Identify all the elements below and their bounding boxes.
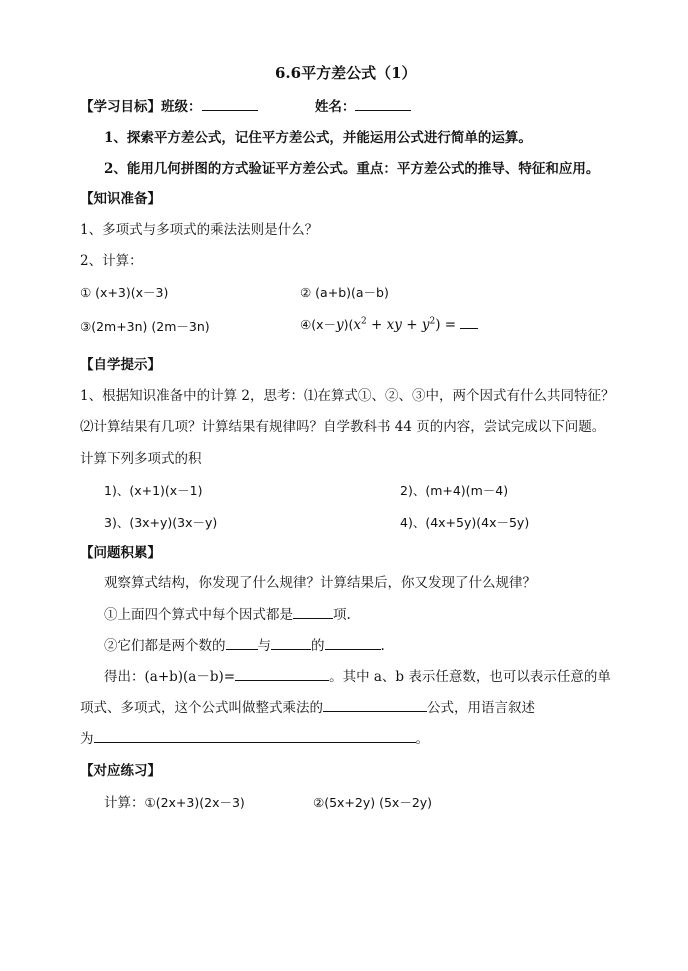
practice-q2: ②(5x+2y) (5x－2y) xyxy=(313,795,433,810)
formula-name-blank[interactable] xyxy=(323,698,427,712)
hints-para-3: 计算下列多项式的积 xyxy=(80,451,202,467)
objectives-row xyxy=(80,97,411,116)
hints-para-1: 1、根据知识准备中的计算 2，思考：⑴在算式①、②、③中，两个因式有什么共同特征？ xyxy=(80,388,615,404)
name-label: 姓名： xyxy=(314,99,356,115)
blank-c[interactable] xyxy=(325,636,381,650)
problems-para-1: 观察算式结构，你发现了什么规律？计算结果后，你又发现了什么规律？ xyxy=(104,575,536,591)
prep-calc-4: $④(x-y)(x^2$ + xy + $y^2$) = xyxy=(300,315,478,334)
calc-4-blank[interactable] xyxy=(460,315,478,329)
hints-header: 【自学提示】 xyxy=(80,357,161,373)
exercise-2: 2)、(m+4)(m－4) xyxy=(400,483,509,498)
prep-calc-2: ② (a+b)(a－b) xyxy=(300,285,389,300)
problems-para-5: 项式、多项式，这个公式叫做整式乘法的 公式，用语言叙述 xyxy=(80,700,535,716)
statement-blank[interactable] xyxy=(94,729,416,743)
exercise-4: 4)、(4x+5y)(4x－5y) xyxy=(400,515,530,530)
blank-b[interactable] xyxy=(271,636,311,650)
class-blank[interactable] xyxy=(202,97,258,111)
problems-para-2: ①上面四个算式中每个因式都是 项. xyxy=(104,607,351,623)
objective-1: 1、探索平方差公式，记住平方差公式，并能运用公式进行简单的运算。 xyxy=(104,130,532,146)
prep-calc-3: ③(2m+3n) (2m－3n) xyxy=(80,319,210,334)
exercise-1: 1)、(x+1)(x－1) xyxy=(104,483,203,498)
problems-para-4: 得出：(a+b)(a－b)= 。其中 a、b 表示任意数，也可以表示任意的单 xyxy=(104,669,611,685)
prep-question-1: 1、多项式与多项式的乘法法则是什么？ xyxy=(80,222,319,238)
problems-para-3: ②它们都是两个数的 与 的 . xyxy=(104,638,385,654)
prep-calc-1: ① (x+3)(x－3) xyxy=(80,285,169,300)
name-blank[interactable] xyxy=(355,97,411,111)
blank-a[interactable] xyxy=(226,636,258,650)
exercise-3: 3)、(3x+y)(3x－y) xyxy=(104,515,218,530)
hints-para-2: ⑵计算结果有几项？计算结果有规律吗？自学教科书 44 页的内容，尝试完成以下问题。 xyxy=(80,419,606,435)
page-title: 6.6平方差公式（1） xyxy=(275,64,417,82)
objective-2: 2、能用几何拼图的方式验证平方差公式。重点：平方差公式的推导、特征和应用。 xyxy=(104,161,600,177)
prep-question-2: 2、计算： xyxy=(80,253,143,269)
practice-q1: ①(2x+3)(2x－3) xyxy=(144,795,245,810)
problems-header: 【问题积累】 xyxy=(80,545,161,561)
objectives-header: 【学习目标】班级： xyxy=(80,99,202,115)
practice-label: 计算： xyxy=(104,795,145,811)
problems-para-6: 为 。 xyxy=(80,731,429,747)
term-count-blank[interactable] xyxy=(293,605,333,619)
practice-row xyxy=(104,794,245,812)
practice-header: 【对应练习】 xyxy=(80,763,161,779)
prep-header: 【知识准备】 xyxy=(80,191,161,207)
formula-blank[interactable] xyxy=(235,667,329,681)
